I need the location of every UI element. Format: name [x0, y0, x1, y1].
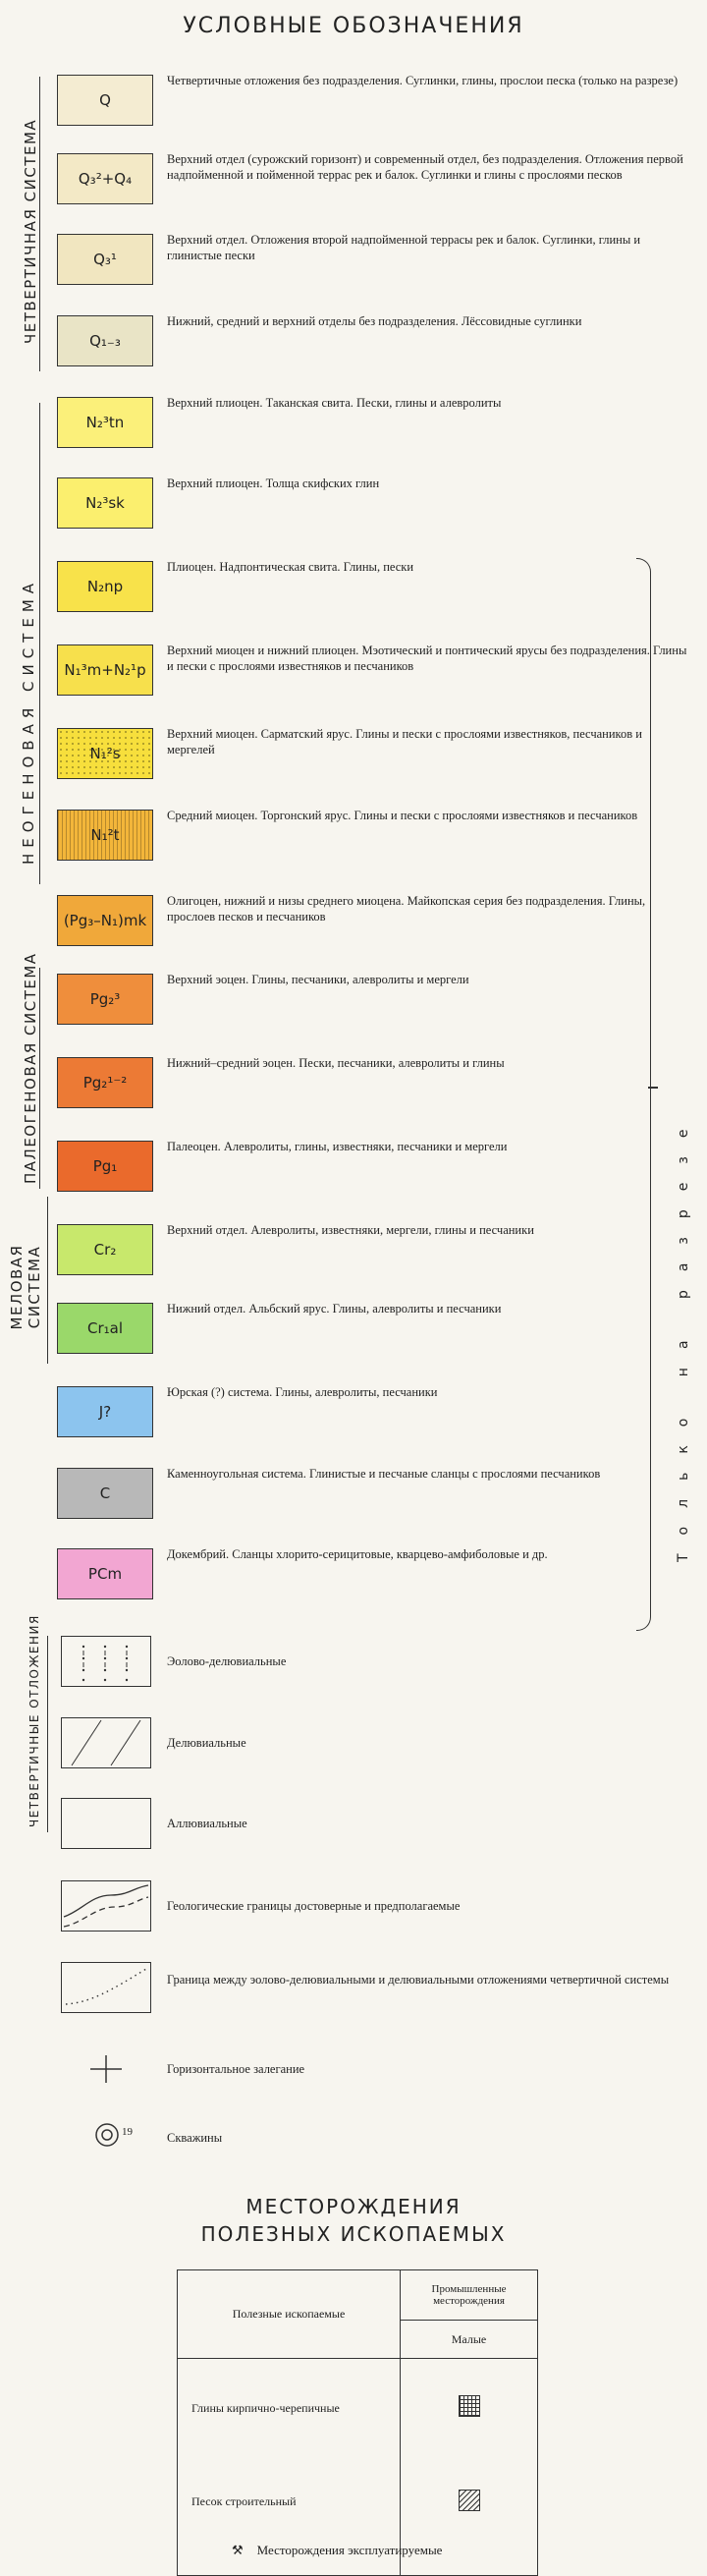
- color-swatch: Pg₂¹⁻²: [57, 1057, 153, 1108]
- legend-item: [57, 1051, 695, 1112]
- legend-item: [57, 1297, 695, 1358]
- legend-desc: Нижний, средний и верхний отделы без подразделения. Лёссовидные суглинки: [167, 314, 582, 328]
- page-title: УСЛОВНЫЕ ОБОЗНАЧЕНИЯ: [183, 14, 524, 38]
- aeolian-deluvial-desc: Эолово-делювиальные: [167, 1654, 287, 1668]
- legend-geological-boundaries: [57, 1880, 695, 1939]
- small-deposits-header: Малые: [401, 2321, 538, 2359]
- color-swatch: N₁³m+N₂¹p: [57, 644, 153, 696]
- color-swatch: Cr₁al: [57, 1303, 153, 1354]
- well-number: 19: [122, 2126, 133, 2138]
- wells-desc: Скважины: [167, 2131, 223, 2145]
- minerals-title-1: МЕСТОРОЖДЕНИЯ: [245, 2195, 462, 2218]
- geological-boundaries-swatch: [61, 1880, 151, 1932]
- horizontal-bedding-desc: Горизонтальное залегание: [167, 2062, 305, 2076]
- industrial-deposits-header: Промышленные месторождения: [401, 2270, 538, 2321]
- quaternary-line: [39, 77, 40, 371]
- legend-desc: Верхний отдел (сурожский горизонт) и современный отдел, без подразделения. Отложения первой надпойменной и пойменной террас рек и балок. Суглинки и глины с прослоями песков: [167, 152, 683, 182]
- legend-item: [57, 472, 695, 532]
- legend-item: [57, 639, 695, 700]
- neogene-line: [39, 403, 40, 884]
- legend-desc: Верхний плиоцен. Таканская свита. Пески, глины и алевролиты: [167, 396, 502, 410]
- section-only-label: Только на разрезе: [676, 1110, 691, 1562]
- neogene-system-label: НЕОГЕНОВАЯ СИСТЕМА: [20, 577, 37, 865]
- deposit-boundary-swatch: [61, 1962, 151, 2013]
- legend-item: [57, 147, 695, 208]
- legend-desc: Палеоцен. Алевролиты, глины, известняки, песчаники и мергели: [167, 1140, 508, 1153]
- alluvial-desc: Аллювиальные: [167, 1817, 247, 1830]
- legend-item: [57, 722, 695, 783]
- deluvial-desc: Делювиальные: [167, 1736, 246, 1750]
- legend-item: [57, 1542, 695, 1603]
- well-icon: [92, 2120, 122, 2150]
- legend-item: [57, 228, 695, 289]
- legend-desc: Верхний плиоцен. Толща скифских глин: [167, 476, 380, 490]
- color-swatch: Q₃²+Q₄: [57, 153, 153, 204]
- quaternary-system-label: ЧЕТВЕРТИЧНАЯ СИСТЕМА: [22, 118, 39, 344]
- legend-desc: Олигоцен, нижний и низы среднего миоцена. Майкопская серия без подразделения. Глины, прослоев песков и песчаников: [167, 894, 646, 924]
- legend-desc: Верхний отдел. Алевролиты, известняки, мергели, глины и песчаники: [167, 1223, 534, 1237]
- color-swatch: Pg₁: [57, 1141, 153, 1192]
- legend-item: [57, 309, 695, 370]
- deluvial-swatch: [61, 1717, 151, 1768]
- legend-desc: Плиоцен. Надпонтическая свита. Глины, пески: [167, 560, 414, 574]
- brick-clay-label: Глины кирпично-черепичные: [178, 2359, 401, 2458]
- grid-icon: [459, 2395, 480, 2417]
- color-swatch: N₂³tn: [57, 397, 153, 448]
- color-swatch: (Pg₃–N₁)mk: [57, 895, 153, 946]
- deposit-boundary-desc: Граница между эолово-делювиальными и делювиальными отложениями четвертичной системы: [167, 1973, 670, 1987]
- hatch-icon: [459, 2490, 480, 2511]
- legend-desc: Четвертичные отложения без подразделения. Суглинки, глины, прослои песка (только на разрезе): [167, 74, 679, 87]
- color-swatch: N₁²s: [57, 728, 153, 779]
- legend-item: [57, 1462, 695, 1523]
- legend-desc: Верхний эоцен. Глины, песчаники, алевролиты и мергели: [167, 973, 469, 986]
- pickaxe-icon: ⚒: [232, 2543, 244, 2557]
- legend-wells: [57, 2112, 695, 2171]
- color-swatch: Cr₂: [57, 1224, 153, 1275]
- color-swatch: C: [57, 1468, 153, 1519]
- color-swatch: PCm: [57, 1548, 153, 1599]
- alluvial-swatch: [61, 1798, 151, 1849]
- legend-horizontal-bedding: [57, 2044, 695, 2102]
- cretaceous-line: [47, 1197, 48, 1364]
- minerals-col-header: Полезные ископаемые: [178, 2270, 401, 2359]
- legend-item: [57, 69, 695, 130]
- quaternary-deposits-label: ЧЕТВЕРТИЧНЫЕ ОТЛОЖЕНИЯ: [27, 1614, 41, 1827]
- legend-desc: Верхний миоцен. Сарматский ярус. Глины и пески с прослоями известняков, песчаников и мергелей: [167, 727, 642, 756]
- color-swatch: Pg₂³: [57, 974, 153, 1025]
- legend-deluvial: [57, 1717, 695, 1776]
- building-sand-label: Песок строительный: [178, 2457, 401, 2576]
- legend-deposit-boundary: [57, 1962, 695, 2021]
- legend-item: [57, 1218, 695, 1279]
- legend-desc: Докембрий. Сланцы хлорито-серицитовые, кварцево-амфиболовые и др.: [167, 1547, 548, 1561]
- legend-desc: Каменноугольная система. Глинистые и песчаные сланцы с прослоями песчаников: [167, 1467, 601, 1481]
- legend-item: [57, 804, 695, 865]
- legend-desc: Верхний отдел. Отложения второй надпойменной террасы рек и балок. Суглинки, глины и глинистые пески: [167, 233, 641, 262]
- legend-desc: Юрская (?) система. Глины, алевролиты, песчаники: [167, 1385, 438, 1399]
- cretaceous-system-label: МЕЛОВАЯ СИСТЕМА: [8, 1244, 43, 1330]
- color-swatch: J?: [57, 1386, 153, 1437]
- color-swatch: N₁²t: [57, 810, 153, 861]
- legend-item: [57, 1135, 695, 1196]
- exploited-deposits-footer: [232, 2543, 442, 2558]
- legend-desc: Нижний–средний эоцен. Пески, песчаники, алевролиты и глины: [167, 1056, 505, 1070]
- minerals-title-2: ПОЛЕЗНЫХ ИСКОПАЕМЫХ: [200, 2222, 507, 2246]
- color-swatch: Q: [57, 75, 153, 126]
- exploited-deposits-label: Месторождения эксплуатируемые: [256, 2543, 443, 2557]
- legend-desc: Верхний миоцен и нижний плиоцен. Мэотический и понтический ярусы без подразделения. Глины и пески с прослоями известняков и песчаников: [167, 644, 687, 673]
- minerals-table: [177, 2269, 538, 2576]
- color-swatch: Q₁₋₃: [57, 315, 153, 366]
- geological-boundaries-desc: Геологические границы достоверные и предполагаемые: [167, 1899, 461, 1913]
- brick-clay-symbol-cell: [401, 2359, 538, 2458]
- legend-item: [57, 968, 695, 1029]
- legend-item: [57, 889, 695, 950]
- legend-desc: Средний миоцен. Торгонский ярус. Глины и пески с прослоями известняков и песчаников: [167, 809, 638, 822]
- legend-aeolian-deluvial: [57, 1636, 695, 1695]
- color-swatch: N₂³sk: [57, 477, 153, 529]
- legend-desc: Нижний отдел. Альбский ярус. Глины, алевролиты и песчаники: [167, 1302, 502, 1316]
- quaternary-deposits-line: [47, 1636, 48, 1832]
- color-swatch: N₂np: [57, 561, 153, 612]
- horizontal-bedding-icon: [86, 2049, 126, 2089]
- legend-item: [57, 391, 695, 452]
- paleogene-line: [39, 968, 40, 1189]
- paleogene-system-label: ПАЛЕОГЕНОВАЯ СИСТЕМА: [22, 952, 39, 1184]
- aeolian-deluvial-swatch: [61, 1636, 151, 1687]
- color-swatch: Q₃¹: [57, 234, 153, 285]
- legend-item: [57, 555, 695, 616]
- legend-item: [57, 1380, 695, 1441]
- legend-alluvial: [57, 1798, 695, 1857]
